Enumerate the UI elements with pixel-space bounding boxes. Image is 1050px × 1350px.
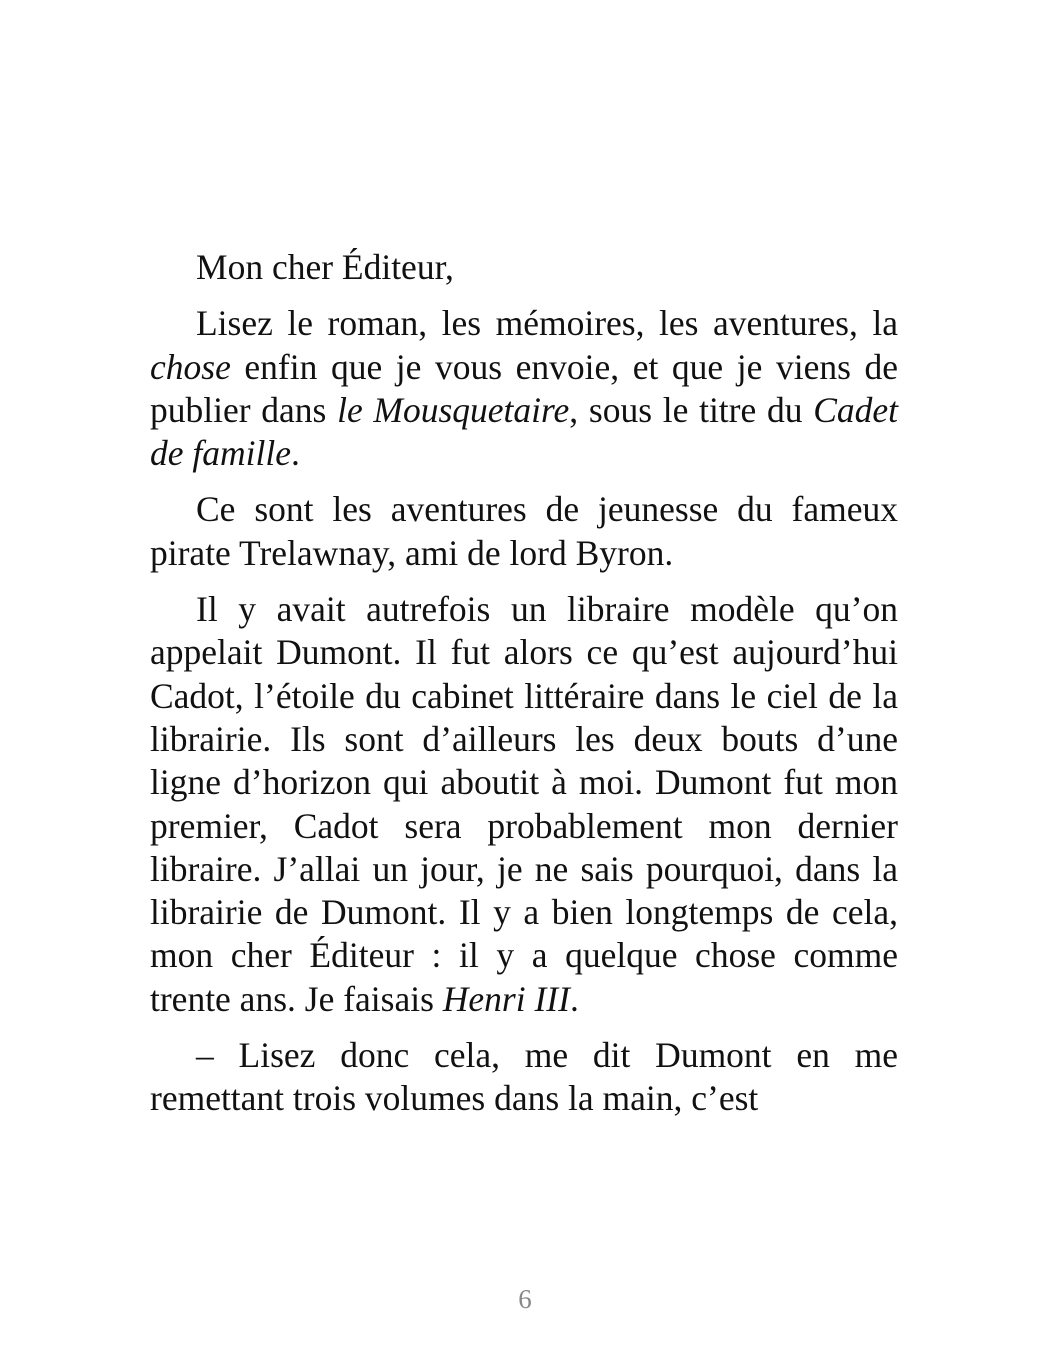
text-segment: enfin que je vous envoie, et que je viens de publier dans bbox=[150, 346, 898, 430]
text-segment: Lisez le roman, les mémoires, les aventures, la bbox=[196, 303, 898, 344]
text-segment: – Lisez donc cela, me dit Dumont en me remettant trois volumes dans la main, c’est bbox=[150, 1035, 898, 1119]
paragraph-dialogue bbox=[150, 1034, 898, 1121]
text-segment: . bbox=[569, 978, 579, 1019]
text-segment: , sous le titre du bbox=[569, 389, 814, 430]
paragraph-salutation bbox=[150, 246, 898, 289]
text-segment: Il y avait autrefois un libraire modèle qu’on appelait Dumont. Il fut alors ce qu’est aujourd’hui Cadot, l’étoile du cabinet littéraire dans le ciel de la librairie. Ils sont d’ailleurs les deux bouts d’une ligne d’horizon qui aboutit à moi. Dumont fut mon premier, Cadot sera probablement mon dernier libraire. J’allai un jour, je ne sais pourquoi, dans la librairie de Dumont. Il y a bien longtemps de cela, mon cher Éditeur : il y a quelque chose comme trente ans. Je faisais bbox=[150, 589, 898, 1019]
italic-text: chose bbox=[150, 346, 231, 387]
italic-text: Cadet de famille bbox=[150, 389, 898, 474]
paragraph-pirate bbox=[150, 488, 898, 575]
document-body bbox=[150, 246, 898, 1134]
text-segment: Ce sont les aventures de jeunesse du fameux pirate Trelawnay, ami de lord Byron. bbox=[150, 489, 898, 573]
italic-text: le Mousquetaire bbox=[337, 389, 570, 430]
paragraph-dumont bbox=[150, 588, 898, 1021]
text-segment: . bbox=[290, 433, 300, 474]
italic-text: Henri III bbox=[442, 978, 570, 1019]
text-segment: Mon cher Éditeur, bbox=[196, 247, 454, 287]
page-number: 6 bbox=[518, 1284, 532, 1314]
paragraph-intro bbox=[150, 302, 898, 475]
